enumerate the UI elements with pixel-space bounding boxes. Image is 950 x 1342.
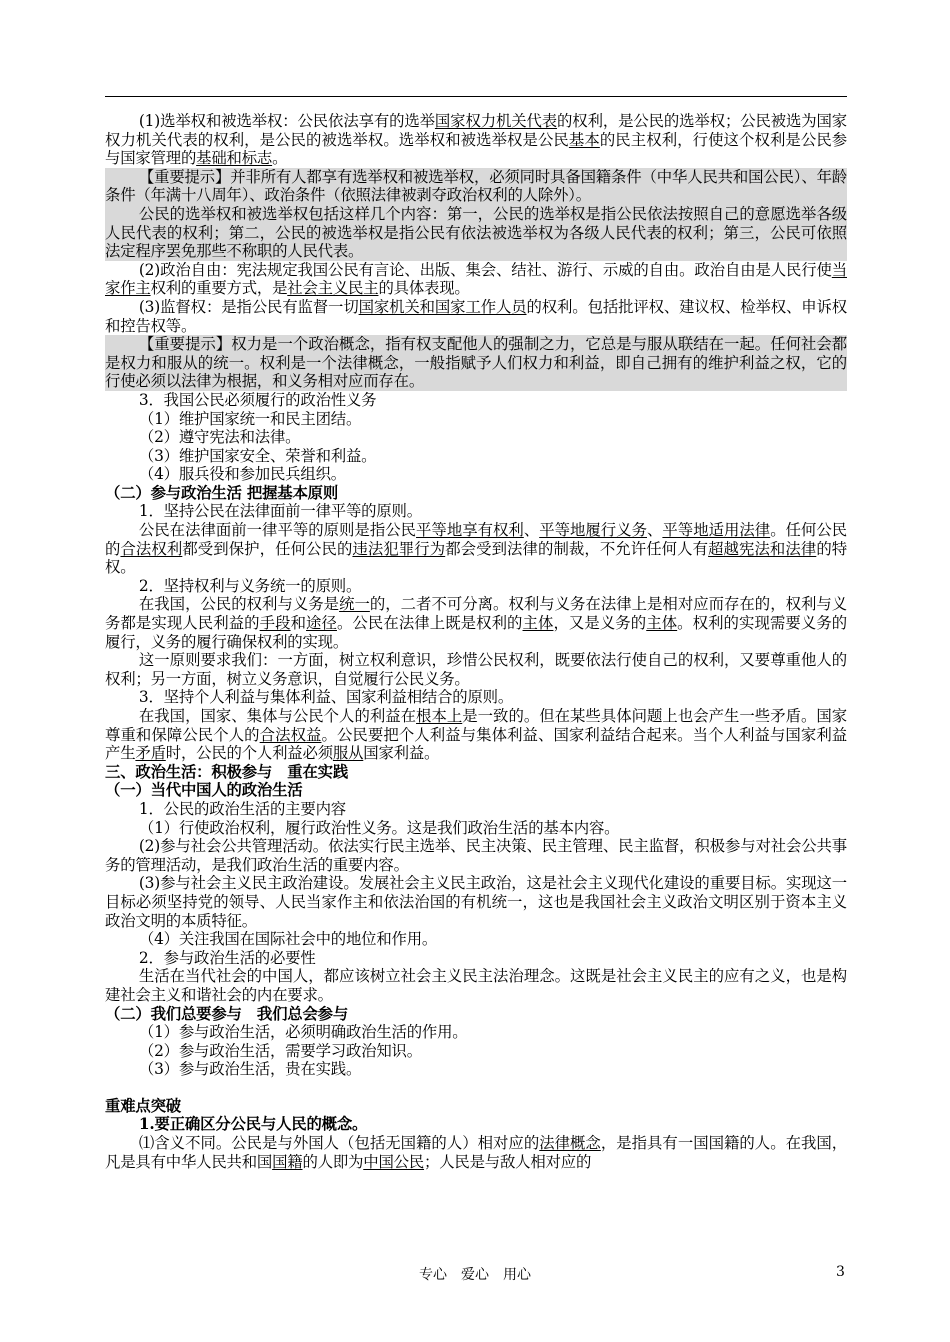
paragraph [105, 298, 847, 335]
paragraph [105, 819, 847, 838]
section-heading [105, 1005, 847, 1024]
text-run: （4）服兵役和参加民兵组织。 [138, 465, 346, 484]
underlined-term: 超越宪法和法律 [708, 539, 817, 558]
text-run: 的具体表现。 [378, 279, 470, 298]
section-heading [105, 1115, 847, 1134]
section-heading [105, 1097, 847, 1116]
underlined-term: 法律概念 [539, 1134, 601, 1153]
paragraph [105, 447, 847, 466]
underlined-term: 国家权力机关代表 [434, 112, 558, 130]
underlined-term: 违法犯罪行为 [352, 539, 446, 558]
underlined-term: 手段 [259, 614, 291, 633]
text-run: 都受到保护，任何公民的 [182, 539, 353, 558]
paragraph [105, 391, 847, 410]
underlined-term: 平等地享有权利 [416, 521, 524, 540]
paragraph [105, 577, 847, 596]
underlined-term: 平等地适用法律 [662, 521, 771, 540]
underlined-term: 服从 [332, 744, 364, 763]
text-run: 。 [272, 149, 288, 168]
paragraph [105, 410, 847, 429]
text-run: 国家利益。 [363, 744, 440, 763]
text-run: 在我国，国家、集体与公民个人的利益在 [138, 707, 417, 725]
text-run: （1）行使政治权利，履行政治性义务。这是我们政治生活的基本内容。 [138, 818, 620, 837]
paragraph [105, 1023, 847, 1042]
text-run: （4）关注我国在国际社会中的地位和作用。 [138, 930, 438, 949]
text-run: 2．参与政治生活的必要性 [138, 948, 316, 967]
paragraph [105, 521, 847, 577]
underlined-term: 矛盾 [135, 744, 166, 763]
section-heading [105, 484, 847, 503]
underlined-term: 平等地履行义务 [539, 521, 647, 540]
text-run: 【重要提示】权力是一个政治概念，指有权支配他人的强制之力，它总是与服从联结在一起。任何社会都是权力和服从的统一。权利是一个法律概念，一般指赋予人们权力和利益，即自己拥有的维护利益之权，它的行使必须以法律为根据，和义务相对应而存在。 [105, 335, 847, 391]
text-run: ⑴含义不同。公民是与外国人（包括无国籍的人）相对应的 [138, 1134, 540, 1153]
paragraph [105, 949, 847, 968]
paragraph [105, 595, 847, 651]
paragraph [105, 1042, 847, 1061]
text-run: 的特权。 [105, 539, 847, 577]
text-run: 重难点突破 [105, 1096, 181, 1115]
section-heading [105, 205, 847, 261]
document-body [105, 112, 847, 1171]
text-run: 在我国，公民的权利与义务是 [138, 595, 340, 614]
text-run: 1．坚持公民在法律面前一律平等的原则。 [138, 502, 422, 521]
underlined-term: 基本 [568, 130, 600, 149]
underlined-term: 国家机关和国家工作人员 [358, 297, 527, 316]
text-run: 的人即为 [302, 1152, 364, 1171]
text-run: (2)参与社会公共管理活动。依法实行民主选举、民主决策、民主管理、民主监督，积极参与对社会公共事务的管理活动，是我们政治生活的重要内容。 [105, 837, 847, 874]
underlined-term: 合法权利 [120, 539, 183, 558]
text-run: 2．坚持权利与义务统一的原则。 [138, 576, 362, 595]
text-run: 的民主权利，行使这个权利是公民参与国家管理的 [105, 130, 847, 168]
paragraph [105, 502, 847, 521]
paragraph [105, 800, 847, 819]
text-run: 1．公民的政治生活的主要内容 [138, 799, 346, 818]
section-heading [105, 168, 847, 205]
paragraph [105, 465, 847, 484]
text-run: 。公民要把个人利益与集体利益、国家利益结合起来。当个人利益与国家利益产生 [105, 725, 847, 763]
paragraph [105, 1060, 847, 1079]
paragraph [105, 651, 847, 688]
paragraph [105, 874, 847, 930]
underlined-term: 根本上 [416, 707, 463, 725]
section-heading [105, 335, 847, 391]
paragraph [105, 930, 847, 949]
paragraph [105, 967, 847, 1004]
paragraph [105, 112, 847, 168]
text-run: 公民的选举权和被选举权包括这样几个内容：第一，公民的选举权是指公民依法按照自己的意愿选举各级人民代表的权利；第二，公民的被选举权是指公民有依法被选举权为各级人民代表的权利；第三，公民可依照法定程序罢免那些不称职的人民代表。 [105, 204, 847, 261]
text-run: 三、政治生活：积极参与 重在实践 [105, 762, 349, 781]
paragraph [105, 837, 847, 874]
text-run: ，是指具有一国国籍的人。在我国，凡是具有中华人民共和国 [105, 1134, 847, 1171]
text-run: （1）维护国家统一和民主团结。 [138, 409, 362, 428]
paragraph [105, 688, 847, 707]
text-run: ；人民是与敌人相对应的 [424, 1152, 592, 1171]
text-run: 生活在当代社会的中国人，都应该树立社会主义民主法治理念。这既是社会主义民主的应有之义，也是构建社会主义和谐社会的内在要求。 [105, 967, 847, 1004]
header-rule [105, 96, 847, 97]
text-run: 。任何公民的 [105, 521, 847, 558]
text-run: 公民在法律面前一律平等的原则是指公民 [138, 521, 417, 540]
text-run: 是一致的。但在某些具体问题上也会产生一些矛盾。国家尊重和保障公民个人的 [105, 707, 847, 744]
paragraph [105, 261, 847, 298]
text-run: ，又是义务的 [553, 614, 647, 633]
text-run: 【重要提示】并非所有人都享有选举权和被选举权，必须同时具备国籍条件（中华人民共和国公民）、年龄条件（年满十八周年）、政治条件（依照法律被剥夺政治权利的人除外）。 [105, 167, 847, 205]
text-run: （1）参与政治生活，必须明确政治生活的作用。 [138, 1023, 468, 1042]
text-run: 的，二者不可分离。权利与义务在法律上是相对应而存在的，权利与义务都是实现人民利益的 [105, 595, 847, 633]
text-run: (3)参与社会主义民主政治建设。发展社会主义民主政治，这是社会主义现代化建设的重要目标。实现这一目标必须坚持党的领导、人民当家作主和依法治国的有机统一，这也是我国社会主义政治文明区别于资本主义政治文明的本质特征。 [105, 874, 847, 930]
underlined-term: 途径 [306, 614, 337, 633]
text-run: （一）当代中国人的政治生活 [105, 781, 303, 800]
underlined-term: 基础和标志 [196, 149, 273, 168]
text-run: (1)选举权和被选举权：公民依法享有的选举 [138, 112, 435, 130]
text-run: （2）遵守宪法和法律。 [138, 428, 301, 447]
blank-line [105, 1079, 847, 1097]
text-run: （3）参与政治生活，贵在实践。 [138, 1060, 362, 1079]
underlined-term: 主体 [646, 614, 678, 633]
text-run: 都会受到法律的制裁，不允许任何人有 [445, 539, 709, 558]
section-heading [105, 763, 847, 782]
text-run: （二）我们总要参与 我们总会参与 [105, 1004, 349, 1023]
text-run: (3)监督权：是指公民有监督一切 [138, 297, 359, 316]
text-run: （2）参与政治生活，需要学习政治知识。 [138, 1041, 422, 1060]
text-run: 权利的重要方式，是 [150, 279, 288, 298]
text-run: 1.要正确区分公民与人民的概念。 [138, 1115, 368, 1134]
text-run: 3．我国公民必须履行的政治性义务 [138, 390, 377, 409]
footer-slogan: 专心 爱心 用心 [419, 1267, 531, 1283]
underlined-term: 中国公民 [363, 1152, 425, 1171]
text-run: 的权利。包括批评权、建议权、检举权、申诉权和控告权等。 [105, 297, 847, 335]
underlined-term: 国籍 [272, 1152, 303, 1171]
text-run: 。权利的实现需要义务的履行，义务的履行确保权利的实现。 [105, 614, 847, 651]
section-heading [105, 781, 847, 800]
text-run: 、 [647, 521, 663, 540]
text-run: （3）维护国家安全、荣誉和利益。 [138, 446, 377, 465]
text-run: 3．坚持个人利益与集体利益、国家利益相结合的原则。 [138, 688, 514, 707]
text-run: 时，公民的个人利益必须 [165, 744, 333, 763]
underlined-term: 主体 [522, 614, 554, 633]
text-run: 。公民在法律上既是权利的 [336, 614, 523, 633]
text-run: 的权利，是公民的选举权；公民被选为国家权力机关代表的权利，是公民的被选举权。选举权和被选举权是公民 [105, 112, 848, 149]
text-run: (2)政治自由：宪法规定我国公民有言论、出版、集会、结社、游行、示威的自由。政治自由是人民行使 [138, 260, 832, 279]
page-number: 3 [836, 1264, 845, 1280]
underlined-term: 社会主义民主 [287, 279, 379, 298]
text-run: （二）参与政治生活 把握基本原则 [105, 483, 339, 502]
underlined-term: 当家作主 [105, 260, 847, 298]
paragraph [105, 707, 847, 763]
underlined-term: 合法权益 [259, 725, 322, 744]
paragraph [105, 1134, 847, 1171]
paragraph [105, 428, 847, 447]
text-run: 这一原则要求我们：一方面，树立权利意识，珍惜公民权利，既要依法行使自己的权利，又要尊重他人的权利；另一方面，树立义务意识，自觉履行公民义务。 [105, 651, 847, 688]
text-run: 、 [523, 521, 540, 540]
text-run: 和 [290, 614, 307, 633]
underlined-term: 统一 [339, 595, 370, 614]
